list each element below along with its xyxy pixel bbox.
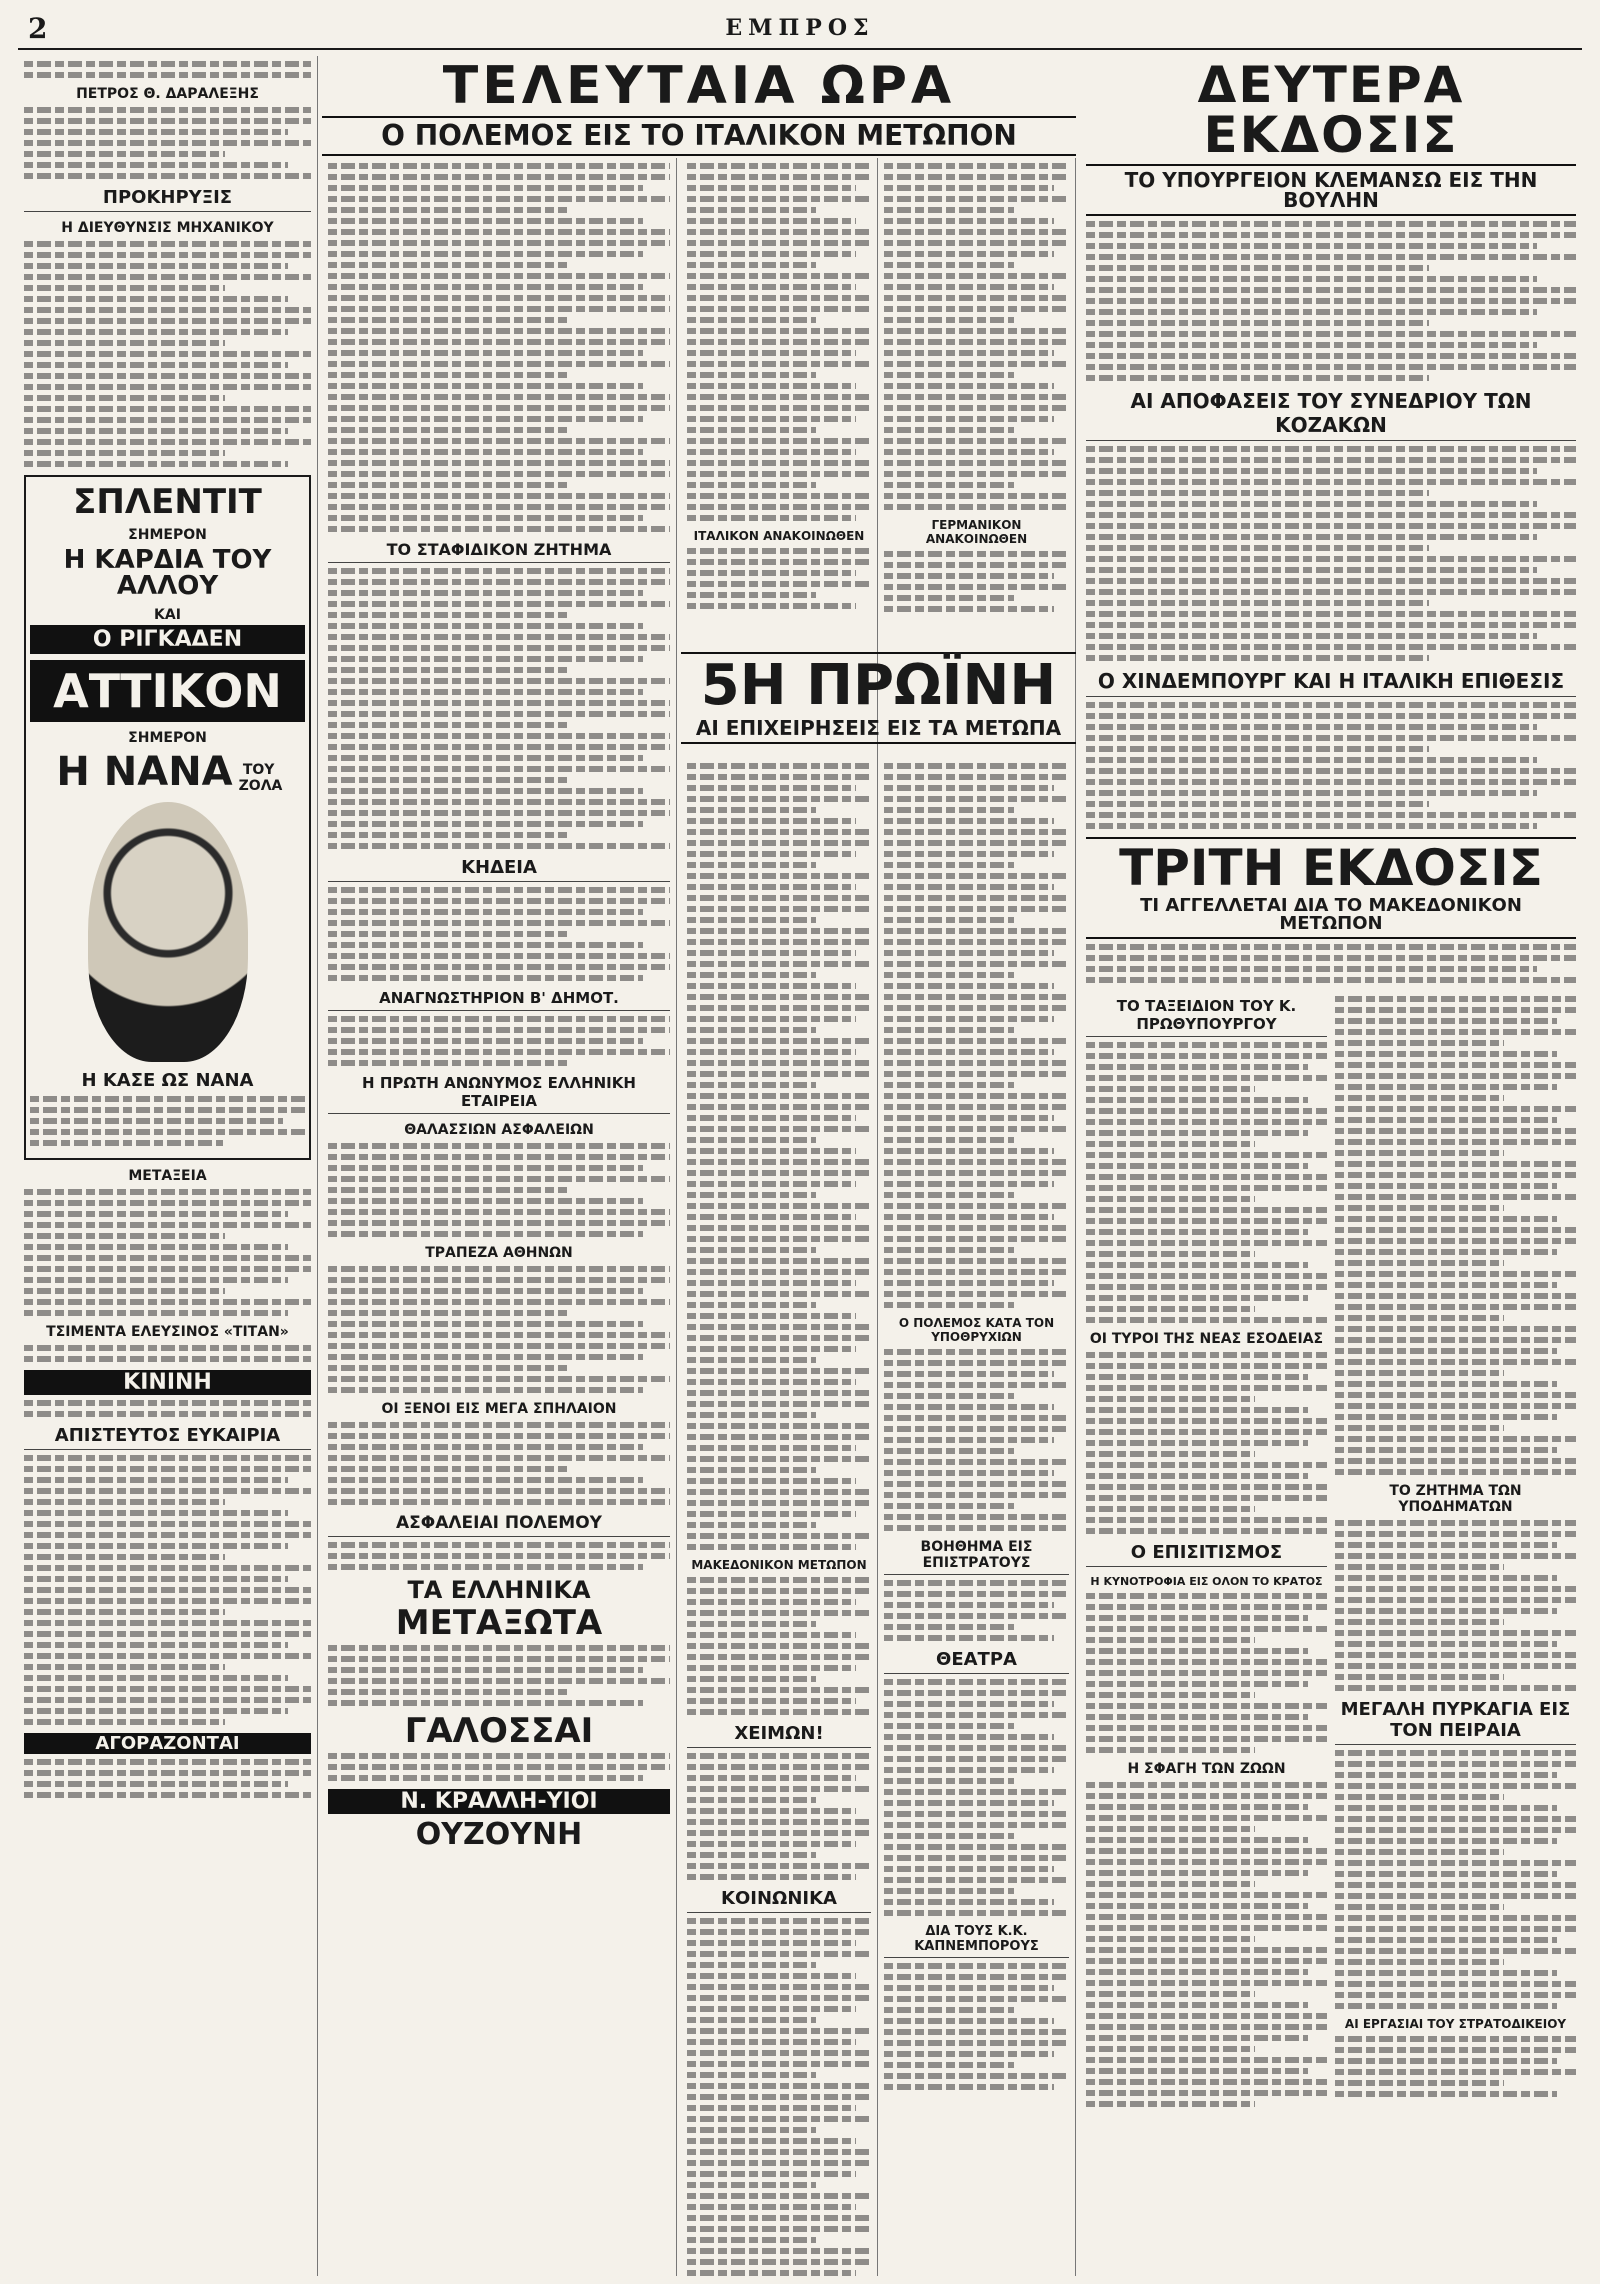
text-block (30, 1096, 305, 1146)
text-block (1086, 1782, 1327, 2107)
funeral-heading: ΚΗΔΕΙΑ (328, 857, 670, 882)
text-block (328, 163, 670, 532)
bank-heading: ΤΡΑΠΕΖΑ ΑΘΗΝΩΝ (425, 1245, 573, 1261)
text-block (1086, 221, 1576, 381)
text-block (884, 551, 1069, 612)
macedonian-front-heading: ΜΑΚΕΔΟΝΙΚΟΝ ΜΕΤΩΠΟΝ (691, 1558, 867, 1572)
winter-heading: ΧΕΙΜΩΝ! (687, 1723, 871, 1748)
currant-question-heading: ΤΟ ΣΤΑΦΙΔΙΚΟΝ ΖΗΤΗΜΑ (328, 540, 670, 563)
kinini-heading: ΚΙΝΙΝΗ (24, 1370, 311, 1395)
text-block (24, 1759, 311, 1798)
text-block (884, 163, 1069, 510)
italian-front-title: Ο ΠΟΛΕΜΟΣ ΕΙΣ ΤΟ ΙΤΑΛΙΚΟΝ ΜΕΤΩΠΟΝ (322, 116, 1076, 156)
text-block (24, 1189, 311, 1316)
today-label: ΣΗΜΕΡΟΝ (128, 527, 207, 543)
text-block (884, 1679, 1069, 1916)
text-block (328, 1266, 670, 1393)
text-block (687, 763, 871, 1550)
proclamation-subheading: Η ΔΙΕΥΘΥΝΣΙΣ ΜΗΧΑΝΙΚΟΥ (61, 220, 274, 236)
shoes-heading: ΤΟ ΖΗΤΗΜΑ ΤΩΝ ΥΠΟΔΗΜΑΤΩΝ (1389, 1483, 1522, 1515)
last-hour-title: ΤΕΛΕΥΤΑΙΑ ΩΡΑ (442, 56, 956, 116)
third-edition-title: ΤΡΙΤΗ ΕΚΔΟΣΙΣ (1086, 837, 1576, 893)
text-block (1335, 1750, 1576, 2009)
kase-as-nana: Η ΚΑΣΕ ΩΣ ΝΑΝΑ (81, 1070, 254, 1091)
attikon-title: ΑΤΤΙΚΟΝ (30, 660, 305, 722)
new-harvest-heading: ΟΙ ΤΥΡΟΙ ΤΗΣ ΝΕΑΣ ΕΣΟΔΕΙΑΣ (1089, 1331, 1324, 1347)
war-insurance-heading: ΑΣΦΑΛΕΙΑΙ ΠΟΛΕΜΟΥ (328, 1513, 670, 1537)
text-block (687, 548, 871, 609)
italian-communique-heading: ΙΤΑΛΙΚΟΝ ΑΝΑΚΟΙΝΩΘΕΝ (693, 529, 865, 543)
column-3c (681, 758, 878, 2276)
page-header (18, 8, 1582, 50)
text-block (884, 1580, 1069, 1641)
greek-heading: ΤΑ ΕΛΛΗΝΙΚΑ (407, 1576, 591, 1604)
text-block (328, 1542, 670, 1570)
text-block (328, 1422, 670, 1505)
cement-heading: ΤΣΙΜΕΝΤΑ ΕΛΕΥΣΙΝΟΣ «ΤΙΤΑΝ» (46, 1324, 289, 1340)
clemenceau-title: ΤΟ ΥΠΟΥΡΓΕΙΟΝ ΚΛΕΜΑΝΣΩ ΕΙΣ ΤΗΝ ΒΟΥΛΗΝ (1086, 164, 1576, 216)
column-1 (18, 56, 318, 2276)
silks-heading: ΜΕΤΑΞΩΤΑ (395, 1603, 603, 1643)
page-number: 2 (28, 12, 48, 45)
second-edition-title: ΔΕΥΤΕΡΑ ΕΚΔΟΣΙΣ (1197, 56, 1465, 164)
rationing-heading: Ο ΕΠΙΣΙΤΙΣΜΟΣ (1086, 1542, 1327, 1567)
text-block (24, 241, 311, 467)
film-title-rigkaden: Ο ΡΙΓΚΑΔΕΝ (30, 625, 305, 654)
film-title-nana: Η ΝΑΝΑ (56, 749, 233, 795)
and-label: ΚΑΙ (154, 607, 181, 623)
column-4 (1080, 56, 1582, 2276)
text-block (687, 1753, 871, 1880)
text-block (1086, 944, 1576, 983)
top-headline-block (322, 56, 1076, 160)
text-block (328, 1143, 670, 1237)
trip-heading: ΤΟ ΤΑΞΕΙΔΙΟΝ ΤΟΥ Κ. ΠΡΩΘΥΠΟΥΡΓΟΥ (1086, 997, 1327, 1037)
morning-edition-block (681, 648, 1076, 748)
actress-portrait (88, 802, 248, 1062)
column-3d (878, 758, 1076, 2276)
zola-label: ΤΟΥ ΖΟΛΑ (238, 762, 283, 794)
column-2 (322, 158, 677, 2276)
smokers-heading: ΔΙΑ ΤΟΥΣ Κ.Κ. ΚΑΠΝΕΜΠΟΡΟΥΣ (884, 1924, 1069, 1958)
text-block (884, 1349, 1069, 1531)
court-martial-heading: ΑΙ ΕΡΓΑΣΙΑΙ ΤΟΥ ΣΤΡΑΤΟΔΙΚΕΙΟΥ (1344, 2017, 1567, 2031)
proclamation-heading: ΠΡΟΚΗΡΥΞΙΣ (24, 187, 311, 212)
text-block (328, 887, 670, 981)
text-block (24, 107, 311, 179)
text-block (24, 61, 311, 78)
text-block (24, 1455, 311, 1725)
text-block (1335, 2036, 1576, 2097)
cinema-ad (24, 475, 311, 1160)
column-4-left (1086, 991, 1327, 2115)
ouzo-heading: ΟΥΖΟΥΝΗ (415, 1817, 583, 1852)
text-block (687, 1918, 871, 2276)
newspaper-page (18, 8, 1582, 2276)
text-block (328, 1645, 670, 1706)
operations-title: ΑΙ ΕΠΙΧΕΙΡΗΣΕΙΣ ΕΙΣ ΤΑ ΜΕΤΩΠΑ (681, 718, 1076, 744)
masthead: ΕΜΠΡΟΣ (725, 15, 875, 41)
today-label-2: ΣΗΜΕΡΟΝ (128, 730, 207, 746)
slaughter-heading: Η ΣΦΑΓΗ ΤΩΝ ΖΩΩΝ (1127, 1761, 1286, 1777)
hunting-heading: Η ΚΥΝΟΤΡΟΦΙΑ ΕΙΣ ΟΛΟΝ ΤΟ ΚΡΑΤΟΣ (1090, 1575, 1323, 1588)
text-block (1086, 1042, 1327, 1323)
metaxa-heading: ΜΕΤΑΞΕΙΑ (128, 1168, 207, 1184)
text-block (884, 1963, 1069, 2090)
text-block (328, 1016, 670, 1066)
text-block (328, 1753, 670, 1781)
foreigners-heading: ΟΙ ΞΕΝΟΙ ΕΙΣ ΜΕΓΑ ΣΠΗΛΑΙΟΝ (381, 1401, 617, 1417)
theatre-heading: ΘΕΑΤΡΑ (884, 1649, 1069, 1674)
text-block (1086, 1352, 1327, 1534)
text-block (1086, 702, 1576, 829)
text-block (1335, 1520, 1576, 1691)
text-block (687, 1577, 871, 1715)
macedonian-news-title: ΤΙ ΑΓΓΕΛΛΕΤΑΙ ΔΙΑ ΤΟ ΜΑΚΕΔΟΝΙΚΟΝ ΜΕΤΩΠΟΝ (1086, 897, 1576, 939)
cossacks-heading: ΑΙ ΑΠΟΦΑΣΕΙΣ ΤΟΥ ΣΥΝΕΔΡΙΟΥ ΤΩΝ ΚΟΖΑΚΩΝ (1086, 389, 1576, 441)
galoshes-heading: ΓΑΛΟΣΣΑΙ (404, 1711, 594, 1751)
fifth-morning-title: 5Η ΠΡΩΪΝΗ (681, 652, 1076, 714)
fire-heading: ΜΕΓΑΛΗ ΠΥΡΚΑΓΙΑ ΕΙΣ ΤΟΝ ΠΕΙΡΑΙΑ (1335, 1699, 1576, 1745)
agorazontai-heading: ΑΓΟΡΑΖΟΝΤΑΙ (24, 1733, 311, 1754)
sea-insurance-heading: ΘΑΛΑΣΣΙΩΝ ΑΣΦΑΛΕΙΩΝ (404, 1122, 594, 1138)
help-soldiers-heading: ΒΟΗΘΗΜΑ ΕΙΣ ΕΠΙΣΤΡΑΤΟΥΣ (884, 1539, 1069, 1575)
text-block (884, 763, 1069, 1308)
text-block (1086, 446, 1576, 661)
opportunity-heading: ΑΠΙΣΤΕΥΤΟΣ ΕΥΚΑΙΡΙΑ (24, 1425, 311, 1450)
text-block (328, 568, 670, 849)
text-block (24, 1345, 311, 1362)
text-block (1335, 996, 1576, 1475)
submarine-war-heading: Ο ΠΟΛΕΜΟΣ ΚΑΤΑ ΤΟΝ ΥΠΟΘΡΥΧΙΩΝ (898, 1316, 1055, 1344)
first-company-heading: Η ΠΡΩΤΗ ΑΝΩΝΥΜΟΣ ΕΛΛΗΝΙΚΗ ΕΤΑΙΡΕΙΑ (328, 1074, 670, 1114)
krallis-heading: Ν. ΚΡΑΛΛΗ-ΥΙΟΙ (328, 1789, 670, 1814)
film-title-heart: Η ΚΑΡΔΙΑ ΤΟΥ ΑΛΛΟΥ (63, 545, 272, 601)
text-block (24, 1400, 311, 1417)
obituary-heading: ΠΕΤΡΟΣ Θ. ΔΑΡΑΛΕΞΗΣ (76, 86, 259, 102)
reading-room-heading: ΑΝΑΓΝΩΣΤΗΡΙΟΝ Β' ΔΗΜΟΤ. (328, 989, 670, 1011)
column-4-right (1335, 991, 1576, 2115)
hindenburg-heading: Ο ΧΙΝΔΕΜΠΟΥΡΓ ΚΑΙ Η ΙΤΑΛΙΚΗ ΕΠΙΘΕΣΙΣ (1086, 669, 1576, 697)
splendid-title: ΣΠΛΕΝΤΙΤ (73, 482, 262, 522)
text-block (1086, 1593, 1327, 1753)
german-communique-heading: ΓΕΡΜΑΝΙΚΟΝ ΑΝΑΚΟΙΝΩΘΕΝ (925, 518, 1028, 546)
text-block (687, 163, 871, 521)
social-heading: ΚΟΙΝΩΝΙΚΑ (687, 1888, 871, 1913)
